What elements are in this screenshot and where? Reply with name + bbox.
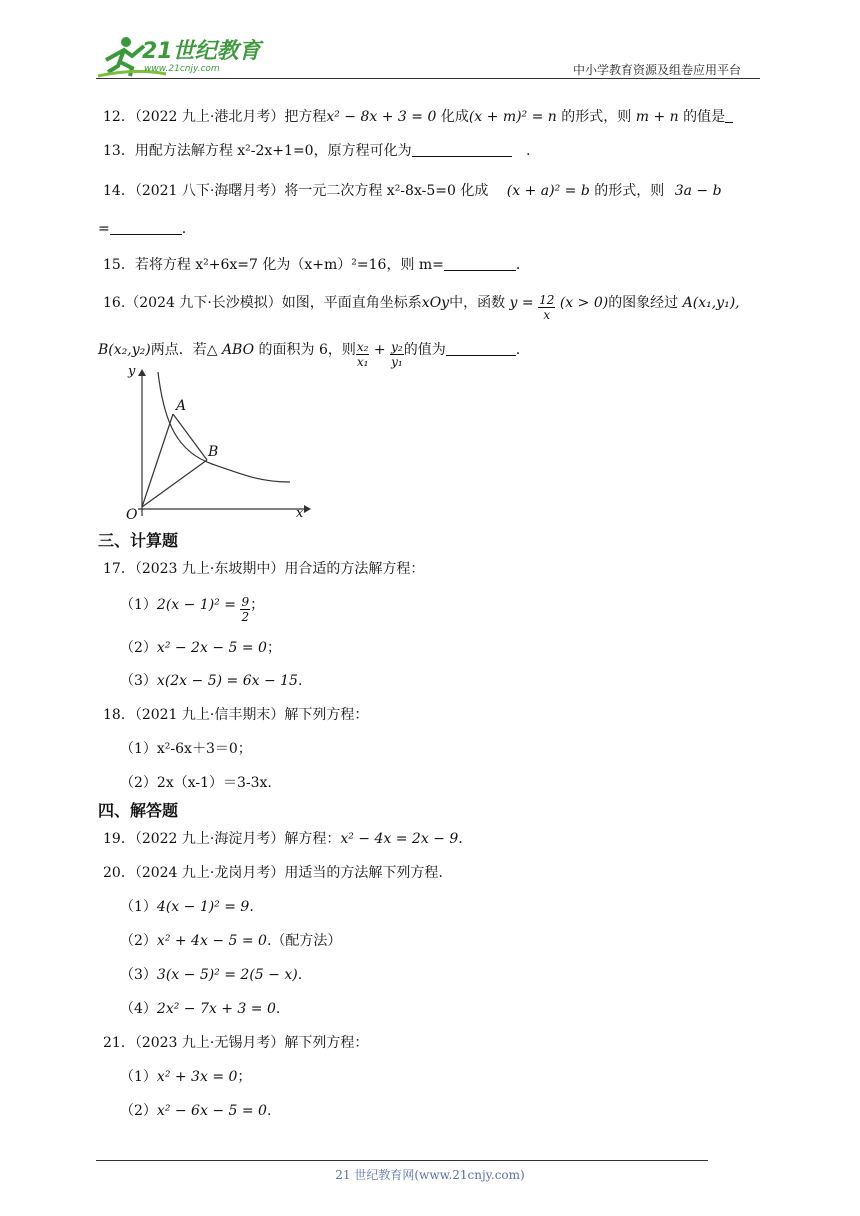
q16-line2c: 的值为 [403, 342, 446, 358]
answer-blank[interactable] [110, 220, 182, 235]
q16-fraction [538, 293, 555, 322]
equation: 4(x − 1)² = 9 [156, 899, 250, 915]
fraction-numerator: x₂ [356, 340, 369, 354]
fraction-denominator: y₁ [391, 355, 403, 369]
segment-OB [142, 460, 207, 507]
q12-eq2: (x + m)² = n [468, 109, 557, 125]
q20-title: 20．（2024 九上·龙岗月考）用适当的方法解下列方程. [103, 865, 443, 881]
q17-part-2 [120, 637, 281, 657]
part-end: ； [266, 640, 281, 656]
part-end: . [249, 899, 254, 915]
footer-rule [96, 1160, 708, 1161]
y-axis-label: y [128, 364, 136, 379]
segment-AB [173, 414, 207, 460]
answer-blank[interactable] [725, 108, 733, 123]
y-axis-arrow-icon [138, 369, 146, 376]
fraction-numerator: y₂ [391, 340, 403, 354]
section-4-title: 四、解答题 [98, 801, 179, 820]
part-label: （2） [120, 1103, 157, 1119]
q16-fraction-y [390, 340, 404, 369]
q12-eq3: m + n [635, 109, 679, 125]
equation: x² − 6x − 5 = 0 [156, 1103, 267, 1119]
logo-url: www.21cnjy.com [144, 64, 220, 74]
q16-fraction-x [356, 340, 370, 369]
question-12 [103, 106, 733, 126]
q17-fraction [240, 595, 250, 624]
question-14 [103, 180, 722, 200]
q16-pointA: A(x₁,y₁), [682, 295, 740, 311]
q14-line2: = [98, 221, 110, 237]
part-label: （1） [120, 597, 157, 613]
part-end: . [266, 1103, 272, 1119]
q16-suffix: . [515, 342, 521, 358]
fraction-numerator: 9 [241, 595, 250, 609]
q20-part-1 [120, 896, 254, 916]
x-axis-label: x [296, 506, 304, 521]
q14-eq2: 3a − b [674, 183, 722, 199]
q16-line2a: 两点．若△ [150, 342, 218, 358]
q14-suffix: . [181, 221, 187, 237]
part-label: （2） [120, 933, 157, 949]
part-label: （4） [120, 1001, 157, 1017]
hyperbola-figure [112, 364, 312, 524]
equation: x² − 2x − 5 = 0 [156, 640, 267, 656]
q13-prefix: 13．用配方法解方程 x²-2x+1=0，原方程可化为 [103, 143, 412, 159]
q16-pointB: B(x₂,y₂) [98, 342, 151, 358]
q17-title: 17．（2023 九上·东坡期中）用合适的方法解方程： [103, 561, 425, 577]
q16-prefix: 16.（2024 九下·长沙模拟）如图，平面直角坐标系 [103, 295, 422, 311]
hyperbola-curve [158, 372, 290, 482]
q21-part-2 [120, 1100, 271, 1120]
equation: 2x² − 7x + 3 = 0 [156, 1001, 276, 1017]
q15-prefix: 15．若将方程 x²+6x=7 化为（x+m）²=16，则 m= [103, 257, 444, 273]
site-logo [96, 32, 266, 82]
fraction-denominator: x₁ [356, 355, 369, 369]
q19-suffix: . [458, 831, 463, 847]
part-end: .（配方法） [266, 933, 342, 949]
q16-plus: + [373, 342, 386, 358]
equation: 2(x − 1)² = [156, 597, 236, 613]
q18-part-1: （1）x²-6x＋3＝0； [120, 741, 252, 757]
q14-prefix: 14．（2021 八下·海曙月考）将一元二次方程 x²-8x-5=0 化成 [103, 183, 489, 199]
equation: x² + 4x − 5 = 0 [156, 933, 267, 949]
question-19 [103, 828, 463, 848]
q12-prefix: 12．（2022 九上·港北月考）把方程 [103, 109, 327, 125]
q16-fn-left: y = [509, 295, 534, 311]
q18-title: 18．（2021 九上·信丰期末）解下列方程： [103, 707, 369, 723]
answer-blank[interactable] [412, 142, 512, 157]
point-A-label: A [176, 398, 187, 414]
question-14-line2 [98, 220, 186, 237]
q20-part-3 [120, 964, 302, 984]
q21-title: 21．（2023 九上·无锡月考）解下列方程： [103, 1035, 369, 1051]
equation: x(2x − 5) = 6x − 15 [156, 673, 298, 689]
answer-blank[interactable] [446, 341, 516, 356]
section-3-title: 三、计算题 [98, 531, 179, 550]
fraction-denominator: 2 [241, 610, 250, 624]
q14-mid: 的形式，则 [594, 183, 665, 199]
point-B-label: B [208, 444, 219, 460]
q14-eq1: (x + a)² = b [506, 183, 590, 199]
platform-name: 中小学教育资源及组卷应用平台 [573, 63, 742, 77]
part-label: （1） [120, 899, 157, 915]
q20-part-2 [120, 930, 341, 950]
part-label: （3） [120, 967, 157, 983]
answer-blank[interactable] [444, 256, 516, 271]
part-end: . [297, 673, 303, 689]
q16-abo: ABO [221, 342, 255, 358]
logo-text: 21世纪教育 [142, 39, 261, 64]
q17-part-1 [120, 594, 264, 624]
q16-mid2: 的图象经过 [608, 295, 679, 311]
part-label: （2） [120, 640, 157, 656]
fraction-denominator: x [543, 308, 551, 322]
q18-part-2: （2）2x（x-1）＝3-3x. [120, 775, 272, 791]
part-label: （1） [120, 1069, 157, 1085]
q16-xoy: xOy [421, 295, 450, 311]
q12-suffix: 的值是 [683, 109, 726, 125]
part-end: ； [250, 597, 265, 613]
part-end: ； [237, 1069, 252, 1085]
segment-OA [142, 414, 173, 507]
q16-mid: 中，函数 [449, 295, 506, 311]
q16-line2b: 的面积为 6，则 [258, 342, 356, 358]
q13-suffix: . [526, 143, 531, 159]
q21-part-1 [120, 1066, 251, 1086]
part-end: . [275, 1001, 281, 1017]
fraction-numerator: 12 [539, 293, 555, 307]
q19-prefix: 19．（2022 九上·海淀月考）解方程： [103, 831, 341, 847]
q12-eq1: x² − 8x + 3 = 0 [326, 109, 437, 125]
q16-fn-right: (x > 0) [559, 295, 609, 311]
part-label: （3） [120, 673, 157, 689]
question-15 [103, 254, 520, 274]
q12-mid2: 的形式，则 [561, 109, 632, 125]
question-16 [103, 292, 740, 322]
q17-part-3 [120, 670, 302, 690]
q12-mid: 化成 [440, 109, 469, 125]
origin-label: O [126, 507, 138, 523]
header-rule [96, 78, 760, 79]
part-end: . [297, 967, 303, 983]
q15-suffix: . [515, 257, 521, 273]
question-13 [103, 140, 531, 160]
equation: 3(x − 5)² = 2(5 − x) [156, 967, 298, 983]
x-axis-arrow-icon [304, 505, 311, 513]
q20-part-4 [120, 998, 280, 1018]
equation: x² + 3x = 0 [156, 1069, 238, 1085]
equation: x² − 4x = 2x − 9 [340, 831, 459, 847]
footer-link[interactable]: 21 世纪教育网(www.21cnjy.com) [335, 1168, 525, 1182]
